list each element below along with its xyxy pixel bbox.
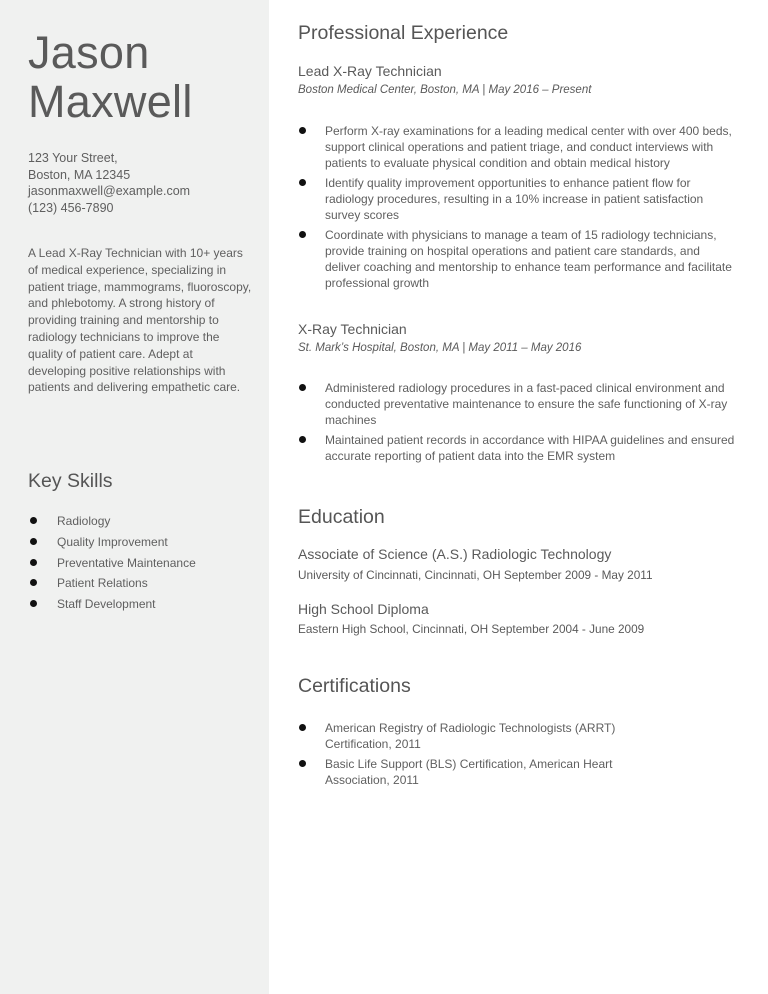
job-title: X-Ray Technician: [298, 321, 407, 337]
bullet-icon: [30, 579, 37, 586]
certifications-heading: Certifications: [298, 675, 411, 697]
summary-text: A Lead X-Ray Technician with 10+ years of medical experience, specializing in patient triage, mammograms, fluoroscopy, and phlebotomy. A strong history of providing training and mentorship to radiology technicians to improve the quality of patient care. Adept at developing positive relationships with patients and delivering empathetic care.: [28, 246, 252, 395]
bullet-icon: [299, 384, 306, 391]
job-title: Lead X-Ray Technician: [298, 63, 442, 79]
skill-item: [28, 575, 196, 596]
skills-list: [28, 513, 196, 617]
bullet-icon: [299, 127, 306, 134]
contact-phone: (123) 456-7890: [28, 200, 114, 215]
bullet-icon: [299, 724, 306, 731]
contact-city: Boston, MA 12345: [28, 167, 131, 182]
bullet-icon: [299, 760, 306, 767]
degree-meta: Eastern High School, Cincinnati, OH September 2004 - June 2009: [298, 622, 645, 636]
bullet-icon: [299, 231, 306, 238]
skill-label: Radiology: [57, 514, 111, 528]
job-bullet: [298, 227, 738, 291]
skill-label: Staff Development: [57, 597, 156, 612]
degree-title: Associate of Science (A.S.) Radiologic Technology: [298, 546, 612, 562]
job-bullet: [298, 123, 738, 171]
last-name: Maxwell: [28, 76, 193, 127]
degree-meta: University of Cincinnati, Cincinnati, OH September 2009 - May 2011: [298, 568, 653, 582]
candidate-name: [28, 28, 193, 126]
skill-label: Preventative Maintenance: [57, 555, 196, 570]
certification-item: [298, 720, 628, 752]
skill-item: [28, 555, 196, 576]
contact-street: 123 Your Street,: [28, 151, 118, 165]
sidebar: [0, 0, 269, 994]
skill-label: Quality Improvement: [57, 534, 168, 549]
job-bullet: [298, 175, 738, 223]
certification-text: American Registry of Radiologic Technologists (ARRT) Certification, 2011: [325, 721, 616, 751]
experience-heading: Professional Experience: [298, 22, 509, 44]
bullet-icon: [30, 517, 37, 524]
degree-title: High School Diploma: [298, 601, 429, 617]
skill-label: Patient Relations: [57, 576, 148, 591]
skill-item: [28, 596, 196, 617]
job-meta: St. Mark’s Hospital, Boston, MA | May 2011 – May 2016: [298, 342, 582, 354]
certifications-list: [298, 720, 628, 792]
skills-heading: Key Skills: [28, 470, 113, 492]
education-heading: Education: [298, 506, 385, 528]
bullet-text: Perform X-ray examinations for a leading medical center with over 400 beds, support clinical operations and patient triage, and conduct interviews with patients to evaluate physical condition and obtain medical history: [325, 124, 732, 170]
job-bullet: [298, 432, 738, 464]
bullet-icon: [299, 179, 306, 186]
bullet-icon: [30, 600, 37, 607]
contact-email[interactable]: jasonmaxwell@example.com: [28, 184, 191, 198]
bullet-icon: [30, 559, 37, 566]
bullet-text: Identify quality improvement opportunities to enhance patient flow for radiology procedures, resulting in a 10% increase in patient satisfaction survey scores: [325, 176, 704, 222]
skill-item: [28, 534, 196, 555]
main-content: [269, 0, 768, 994]
certification-item: [298, 756, 628, 788]
bullet-icon: [30, 538, 37, 545]
bullet-text: Coordinate with physicians to manage a team of 15 radiology technicians, provide training on hospital operations and patient care standards, and deliver coaching and mentorship to enhance team performance and facilitate professional growth: [325, 228, 732, 290]
contact-block: [28, 150, 190, 216]
job-bullet: [298, 380, 738, 428]
bullet-icon: [299, 436, 306, 443]
job-bullets: [298, 380, 738, 468]
bullet-text: Maintained patient records in accordance with HIPAA guidelines and ensured accurate reporting of patient data into the EMR system: [325, 433, 735, 463]
job-bullets: [298, 123, 738, 295]
first-name: Jason: [28, 27, 150, 78]
job-meta: Boston Medical Center, Boston, MA | May 2016 – Present: [298, 84, 592, 96]
certification-text: Basic Life Support (BLS) Certification, American Heart Association, 2011: [325, 757, 613, 787]
bullet-text: Administered radiology procedures in a fast-paced clinical environment and conducted preventative maintenance to ensure the safe functioning of X-ray machines: [325, 381, 728, 427]
skill-item: [28, 513, 196, 534]
